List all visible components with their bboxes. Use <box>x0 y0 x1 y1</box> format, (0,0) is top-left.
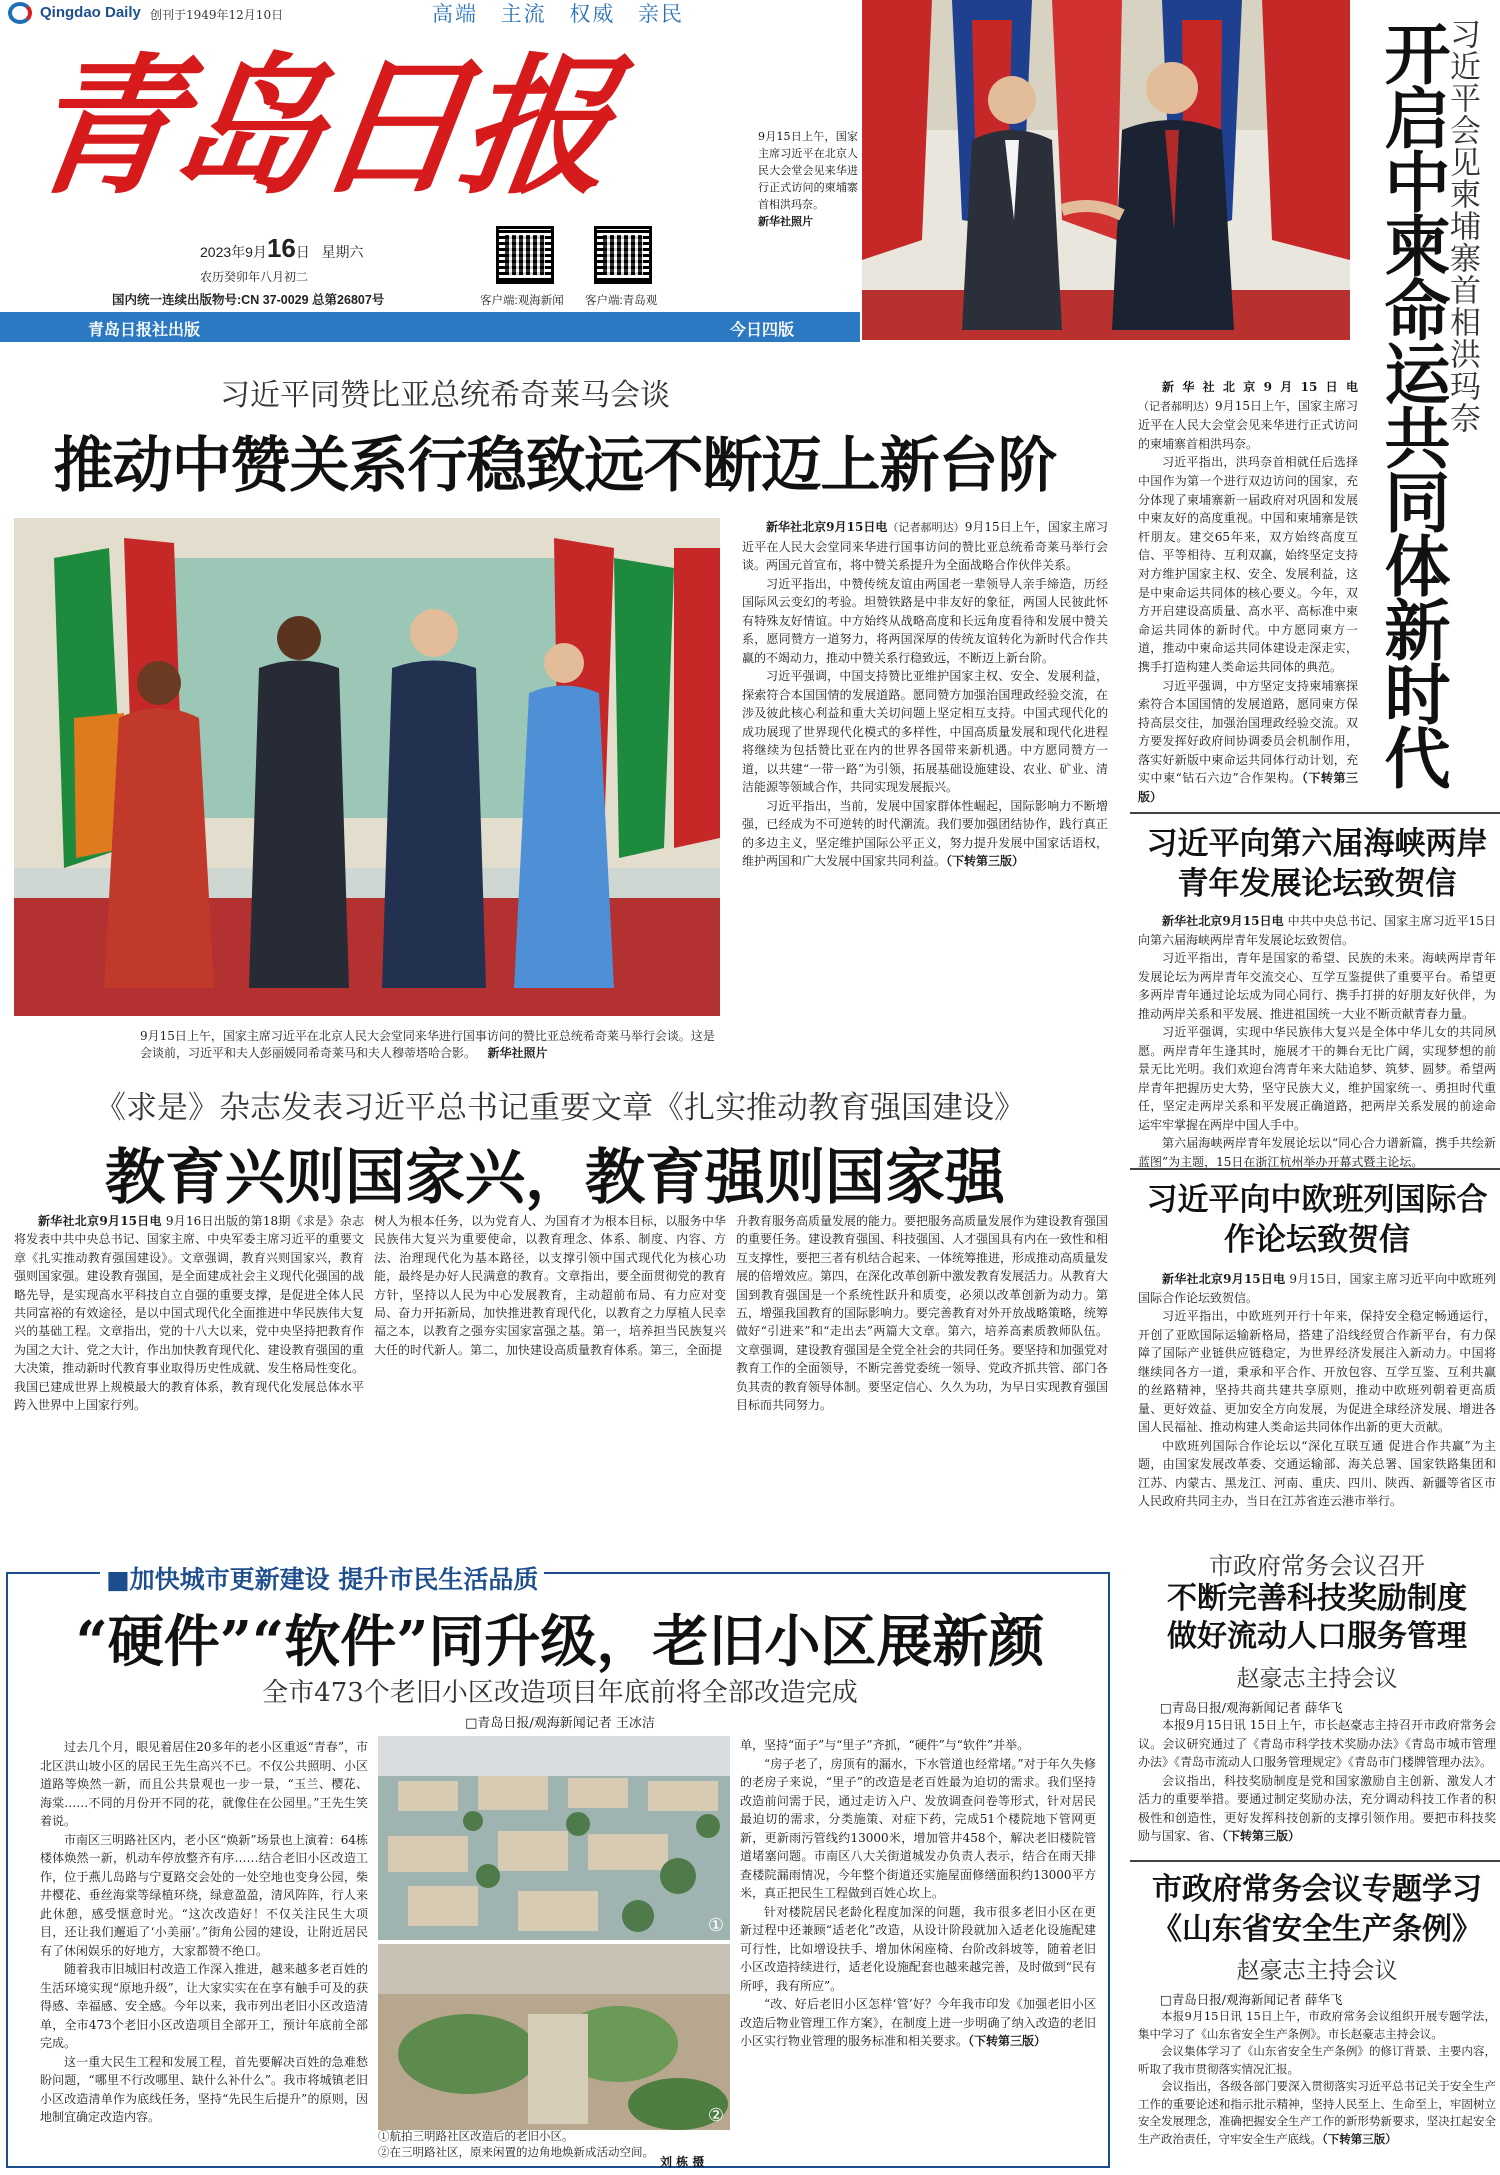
council1-host: 赵豪志主持会议 <box>1236 1666 1398 1692</box>
council1-headline: 不断完善科技奖励制度 做好流动人口服务管理 <box>1167 1581 1467 1654</box>
renewal-subhead: 全市473个老旧小区改造项目年底前将全部改造完成 <box>262 1678 858 1708</box>
cambodia-photo-caption: 9月15日上午，国家主席习近平在北京人民大会堂会见来华进行正式访问的柬埔寨首相洪玛奈。 新华社照片 <box>758 130 858 228</box>
zambia-kicker: 习近平同赞比亚总统希奇莱马会谈 <box>220 378 670 413</box>
english-name: Qingdao Daily <box>40 4 141 21</box>
qr-code-icon <box>594 226 652 284</box>
renewal-byline: □青岛日报/观海新闻记者 王冰洁 <box>465 1716 655 1731</box>
photo-number-2: ② <box>707 2105 724 2126</box>
straits-body: 新华社北京9月15日电 中共中央总书记、国家主席习近平15日向第六届海峡两岸青年发展论坛致贺信。 习近平指出，青年是国家的希望、民族的未来。海峡两岸青年发展论坛为两岸青年交流交心、互学互鉴提供了重要平台。希望更多两岸青年通过论坛成为同心同行、携手打拼的好朋友好伙伴，为推动两岸关系和平发展、推进祖国统一大业不断贡献青春力量。 习近平强调，实现中华民族伟大复兴是全体中华儿女的共同夙愿。两岸青年生逢其时，施展才干的舞台无比广阔，实现梦想的前景无比光明。我们欢迎台湾青年来大陆追梦、筑梦、圆梦。希望两岸青年把握历史大势，坚守民族大义，维护国家统一、勇担时代重任，坚定走两岸关系和平发展正确道路，把两岸关系发展的前途命运牢牢掌握在两岸中国人手中。 第六届海峡两岸青年发展论坛以“同心合力谱新篇，携手共绘新蓝图”为主题，15日在浙江杭州举办开幕式暨主论坛。 <box>1138 914 1496 1169</box>
qr1-label: 客户端:观海新闻 <box>480 295 564 307</box>
renewal-photo-1 <box>378 1736 730 1940</box>
publisher-bar <box>0 312 860 342</box>
council1-kicker: 市政府常务会议召开 <box>1209 1552 1425 1580</box>
renewal-left-col: 过去几个月，眼见着居住20多年的老小区重返“青春”，市北区洪山坡小区的居民王先生高兴不已。不仅公共照明、小区道路等焕然一新，而且公共景观也一步一景，“玉兰、樱花、海棠……不同的月份开不同的花，就像住在公园里。”王先生笑着说。 市南区三明路社区内，老小区“焕新”场景也上演着：64栋楼体焕然一新，机动车停放整齐有序……结合老旧小区改造工作，位于燕儿岛路与宁夏路交会处的一处空地也变身公园，柴井樱花、垂丝海棠等绿植环绕，绿意盈盈，清风阵阵，行人来此休憩，感受惬意时光。“这次改造好！不仅关注民生大项目，还让我们邂逅了‘小美丽’。”街角公园的建设，让附近居民有了休闲娱乐的好地方，大家都赞不绝口。 随着我市旧城旧村改造工作深入推进，越来越多老百姓的生活环境实现“原地升级”，让大家实实在在享有触手可及的获得感、幸福感、安全感。今年以来，我市列出老旧小区改造清单，全市473个老旧小区改造项目全部开工，预计年底前全部完成。 这一重大民生工程和发展工程，首先要解决百姓的急难愁盼问题，“哪里不行改哪里、缺什么补什么”。我市将城镇老旧小区改造清单作为底线任务，坚持“先民生后提升”的原则，因地制宜确定改造内容。 <box>40 1740 368 2124</box>
council1-byline: □青岛日报/观海新闻记者 薛华飞 <box>1160 1700 1343 1715</box>
page-count: 今日四版 <box>730 322 795 339</box>
cambodia-meeting-illustration <box>862 0 1350 340</box>
qiushi-col1: 新华社北京9月15日电 9月16日出版的第18期《求是》杂志将发表中共中央总书记、国家主席、中央军委主席习近平的重要文章《扎实推动教育强国建设》。文章强调，教育兴则国家兴，教育强则国家强。建设教育强国，是全面建成社会主义现代化强国的战略先导，是实现高水平科技自立自强的重要支撑，是促进全体人民共同富裕的有效途径，是以中国式现代化全面推进中华民族伟大复兴的基础工程。文章指出，党的十八大以来，党中央坚持把教育作为国之大计、党之大计，作出加快教育现代化、建设教育强国的重大决策，推动新时代教育事业取得历史性成就、发生格局性变化。我国已建成世界上规模最大的教育体系，教育现代化发展总体水平跨入世界中上国家行列。 <box>14 1214 364 1413</box>
issue-date: 2023年9月16日 星期六 <box>200 233 364 263</box>
cambodia-headline: 开启中柬命运共同体新时代 <box>1373 20 1451 788</box>
divider <box>1130 812 1500 814</box>
renewal-section-label: ■加快城市更新建设 提升市民生活品质 <box>100 1560 544 1596</box>
divider <box>1130 1168 1500 1170</box>
publisher: 青岛日报社出版 <box>88 322 201 339</box>
qiushi-kicker: 《求是》杂志发表习近平总书记重要文章《扎实推动教育强国建设》 <box>95 1090 1025 1126</box>
photo-number-1: ① <box>707 1915 724 1936</box>
renewal-headline: “硬件”“软件”同升级，老旧小区展新颜 <box>75 1609 1045 1675</box>
cer-body: 新华社北京9月15日电 9月15日，国家主席习近平向中欧班列国际合作论坛致贺信。 习近平指出，中欧班列开行十年来，保持安全稳定畅通运行，开创了亚欧国际运输新格局，搭建了沿线经贸合作新平台，有力保障了国际产业链供应链稳定，为世界经济发展注入新动力。中国将继续同各方一道，秉承和平合作、开放包容、互学互鉴、互利共赢的丝路精神，坚持共商共建共享原则，推动中欧班列朝着更高质量、更好效益、更加安全方向发展，为促进全球经济发展、增进各国人民福祉、推动构建人类命运共同体作出新的更大贡献。 中欧班列国际合作论坛以“深化互联互通 促进合作共赢”为主题，由国家发展改革委、交通运输部、海关总署、国家铁路集团和江苏、内蒙古、黑龙江、河南、重庆、四川、陕西、新疆等省区市人民政府共同主办，当日在江苏省连云港市举行。 <box>1138 1272 1496 1508</box>
cambodia-kicker: 习近平会见柬埔寨首相洪玛奈 <box>1444 18 1480 434</box>
renewal-photo-2 <box>378 1944 730 2130</box>
serial-number: 国内统一连续出版物号:CN 37-0029 总第26807号 <box>112 293 385 307</box>
council2-body: 本报9月15日讯 15日上午，市政府常务会议组织开展专题学法，集中学习了《山东省安全生产条例》。市长赵豪志主持会议。 会议集体学习了《山东省安全生产条例》的修订背景、主要内容，听取了我市贯彻落实情况汇报。 会议指出，各级各部门要深入贯彻落实习近平总书记关于安全生产工作的重要论述和指示批示精神，坚持人民至上、生命至上，牢固树立安全发展理念，准确把握安全生产工作的新形势新要求，坚决扛起安全生产政治责任，守牢安全生产底线。（下转第三版） <box>1138 2009 1496 2146</box>
renewal-photo-captions: ①航拍三明路社区改造后的老旧小区。 ②在三明路社区，原来闲置的边角地焕新成活动空间。 <box>378 2129 654 2159</box>
founded-date: 创刊于1949年12月10日 <box>150 8 284 22</box>
renewal-right-col: 单，坚持“面子”与“里子”齐抓，“硬件”与“软件”并举。 “房子老了，房顶有的漏水，下水管道也经常堵。”对于年久失修的老房子来说，“里子”的改造是老百姓最为迫切的需求。我们坚持改造前问需于民，通过走访入户、发放调查问卷等形式，针对居民最迫切的需求，分类施策、对症下药，完成51个楼院地下管网更新，更新雨污管线约13000米，增加管井458个，解决老旧楼院管道堵塞问题。市南区八大关街道城发办负责人表示，结合在雨天排查楼院漏雨情况，今年整个街道还实施屋面修缮面积约13000平方米，真正把民生工程做到百姓心坎上。 针对楼院居民老龄化程度加深的问题，我市很多老旧小区在更新过程中还兼顾“适老化”改造，从设计阶段就加入适老化设施配建可行性，比如增设扶手、增加休闲座椅、台阶改斜坡等，随着老旧小区改造持续进行，适老化设施配套也越来越完善，及时做到“民有所呼，我有所应”。 “改、好后老旧小区怎样‘管’好？今年我市印发《加强老旧小区改造后物业管理工作方案》，在制度上进一步明确了纳入改造的老旧小区实行物业管理的服务标准和相关要求。（下转第三版） <box>740 1738 1096 2048</box>
zambia-body: 新华社北京9月15日电（记者郝明达）9月15日上午，国家主席习近平在人民大会堂同来华进行国事访问的赞比亚总统希奇莱马举行会谈。两国元首宣布，将中赞关系提升为全面战略合作伙伴关系。 习近平指出，中赞传统友谊由两国老一辈领导人亲手缔造，历经国际风云变幻的考验。坦赞铁路是中非友好的象征，两国人民彼此怀有特殊友好情谊。中方始终从战略高度和长远角度看待和发展中赞关系，愿同赞方一道努力，将两国深厚的传统友谊转化为新时代合作共赢的不竭动力，推动中赞关系行稳致远，不断迈上新台阶。 习近平强调，中国支持赞比亚维护国家主权、安全、发展利益，探索符合本国国情的发展道路。愿同赞方加强治国理政经验交流，在涉及彼此核心利益和重大关切问题上坚定相互支持。中国式现代化的成功展现了世界现代化模式的多样性，中国高质量发展和现代化进程将继续为包括赞比亚在内的世界各国带来新机遇。中方愿同赞方一道，以共建“一带一路”为引领，拓展基础设施建设、农业、矿业、清洁能源等领域合作，共同实现发展振兴。 习近平指出，当前，发展中国家群体性崛起，国际影响力不断增强，已经成为不可逆转的时代潮流。我们要加强团结协作，践行真正的多边主义，坚定维护国际公平正义，努力提升发展中国家话语权，维护两国和广大发展中国家共同利益。（下转第三版） <box>742 520 1108 868</box>
masthead-title: 青岛日报 <box>17 39 619 215</box>
lunar-date: 农历癸卯年八月初二 <box>200 270 309 284</box>
council2-host: 赵豪志主持会议 <box>1236 1958 1398 1984</box>
newspaper-logo-icon <box>8 2 32 24</box>
qiushi-col3: 升教育服务高质量发展的能力。要把服务高质量发展作为建设教育强国的重要任务。建设教育强国、科技强国、人才强国具有内在一致性和相互支撑性，要把三者有机结合起来、一体统筹推进，形成推动高质量发展的倍增效应。第四，在深化改革创新中激发教育发展活力。从教育大国到教育强国是一个系统性跃升和质变，必须以改革创新为动力。第五，增强我国教育的国际影响力。要完善教育对外开放战略策略，统筹做好“引进来”和“走出去”两篇大文章。第六，培养高素质教师队伍。文章强调，建设教育强国是全党全社会的共同任务。要坚持和加强党对教育工作的全面领导，不断完善党委统一领导、党政齐抓共管、部门各负其责的教育领导体制。要坚定信心、久久为功，为早日实现教育强国目标而共同努力。 <box>736 1214 1109 1413</box>
council1-body: 本报9月15日讯 15日上午，市长赵豪志主持召开市政府常务会议。会议研究通过了《青岛市科学技术奖励办法》《青岛市城市管理办法》《青岛市流动人口服务管理规定》《青岛市门楼牌管理办法》。 会议指出，科技奖励制度是党和国家激励自主创新、激发人才活力的重要举措。要通过制定奖励办法，充分调动科技工作者的积极性和创造性，更好发挥科技创新的支撑引领作用。要把市科技奖励与国家、省、（下转第三版） <box>1138 1718 1496 1843</box>
qr2-label: 客户端:青岛观 <box>585 295 658 307</box>
cambodia-meeting-photo <box>862 0 1350 340</box>
straits-headline: 习近平向第六届海峡两岸青年发展论坛致贺信 <box>1146 826 1488 902</box>
council2-byline: □青岛日报/观海新闻记者 薛华飞 <box>1160 1992 1343 2007</box>
zambia-photo-caption: 9月15日上午，国家主席习近平在北京人民大会堂同来华进行国事访问的赞比亚总统希奇莱马举行会谈。这是会谈前，习近平和夫人彭丽媛同希奇莱马和夫人穆蒂塔哈合影。 新华社照片 <box>140 1029 715 1060</box>
council2-headline: 市政府常务会议专题学习 《山东省安全生产条例》 <box>1152 1872 1482 1947</box>
cambodia-body: 新华社北京9月15日电（记者郝明达）9月15日上午，国家主席习近平在人民大会堂会见来华进行正式访问的柬埔寨首相洪玛奈。 习近平指出，洪玛奈首相就任后选择中国作为第一个进行双边访问的国家，充分体现了柬埔寨新一届政府对巩固和发展中柬友好的高度重视。中国和柬埔寨是铁杆朋友。建交65年来，双方始终高度互信、平等相待、互利双赢，始终坚定支持对方维护国家主权、安全、发展利益，这是中柬命运共同体的核心要义。今年，双方开启建设高质量、高水平、高标准中柬命运共同体的新时代。中方愿同柬方一道，推动中柬命运共同体建设走深走实，携手打造构建人类命运共同体的典范。 习近平强调，中方坚定支持柬埔寨探索符合本国国情的发展道路，愿同柬方保持高层交往，加强治国理政经验交流。双方要发挥好政府间协调委员会机制作用，落实好新版中柬命运共同体行动计划，充实中柬“钻石六边”合作架构。（下转第三版） <box>1138 380 1359 805</box>
zambia-meeting-photo <box>14 518 720 1016</box>
qr-code-icon <box>496 226 554 284</box>
renewal-photo-credit: 刘 栋 摄 <box>660 2155 705 2169</box>
slogan: 高端 主流 权威 亲民 <box>432 2 685 26</box>
qiushi-headline: 教育兴则国家兴，教育强则国家强 <box>105 1143 1005 1213</box>
divider <box>1130 1860 1500 1862</box>
cer-headline: 习近平向中欧班列国际合作论坛致贺信 <box>1146 1182 1488 1258</box>
corner-park-illustration <box>378 1944 730 2130</box>
zambia-headline: 推动中赞关系行稳致远不断迈上新台阶 <box>53 431 1057 501</box>
aerial-community-illustration <box>378 1736 730 1940</box>
qiushi-col2: 树人为根本任务，以为党育人、为国育才为根本目标，以服务中华民族伟大复兴为重要使命，以教育理念、体系、制度、内容、方法、治理现代化为基本路径，以支撑引领中国式现代化为核心功能，最终是办好人民满意的教育。文章指出，要全面贯彻党的教育方针，坚持以人民为中心发展教育，主动超前布局、有力应对变局、奋力开拓新局，加快推进教育现代化，以教育之力厚植人民幸福之本，以教育之强夯实国家富强之基。第一，培养担当民族复兴大任的时代新人。第二，加快建设高质量教育体系。第三，全面提 <box>374 1214 726 1357</box>
zambia-meeting-illustration <box>14 518 720 1016</box>
